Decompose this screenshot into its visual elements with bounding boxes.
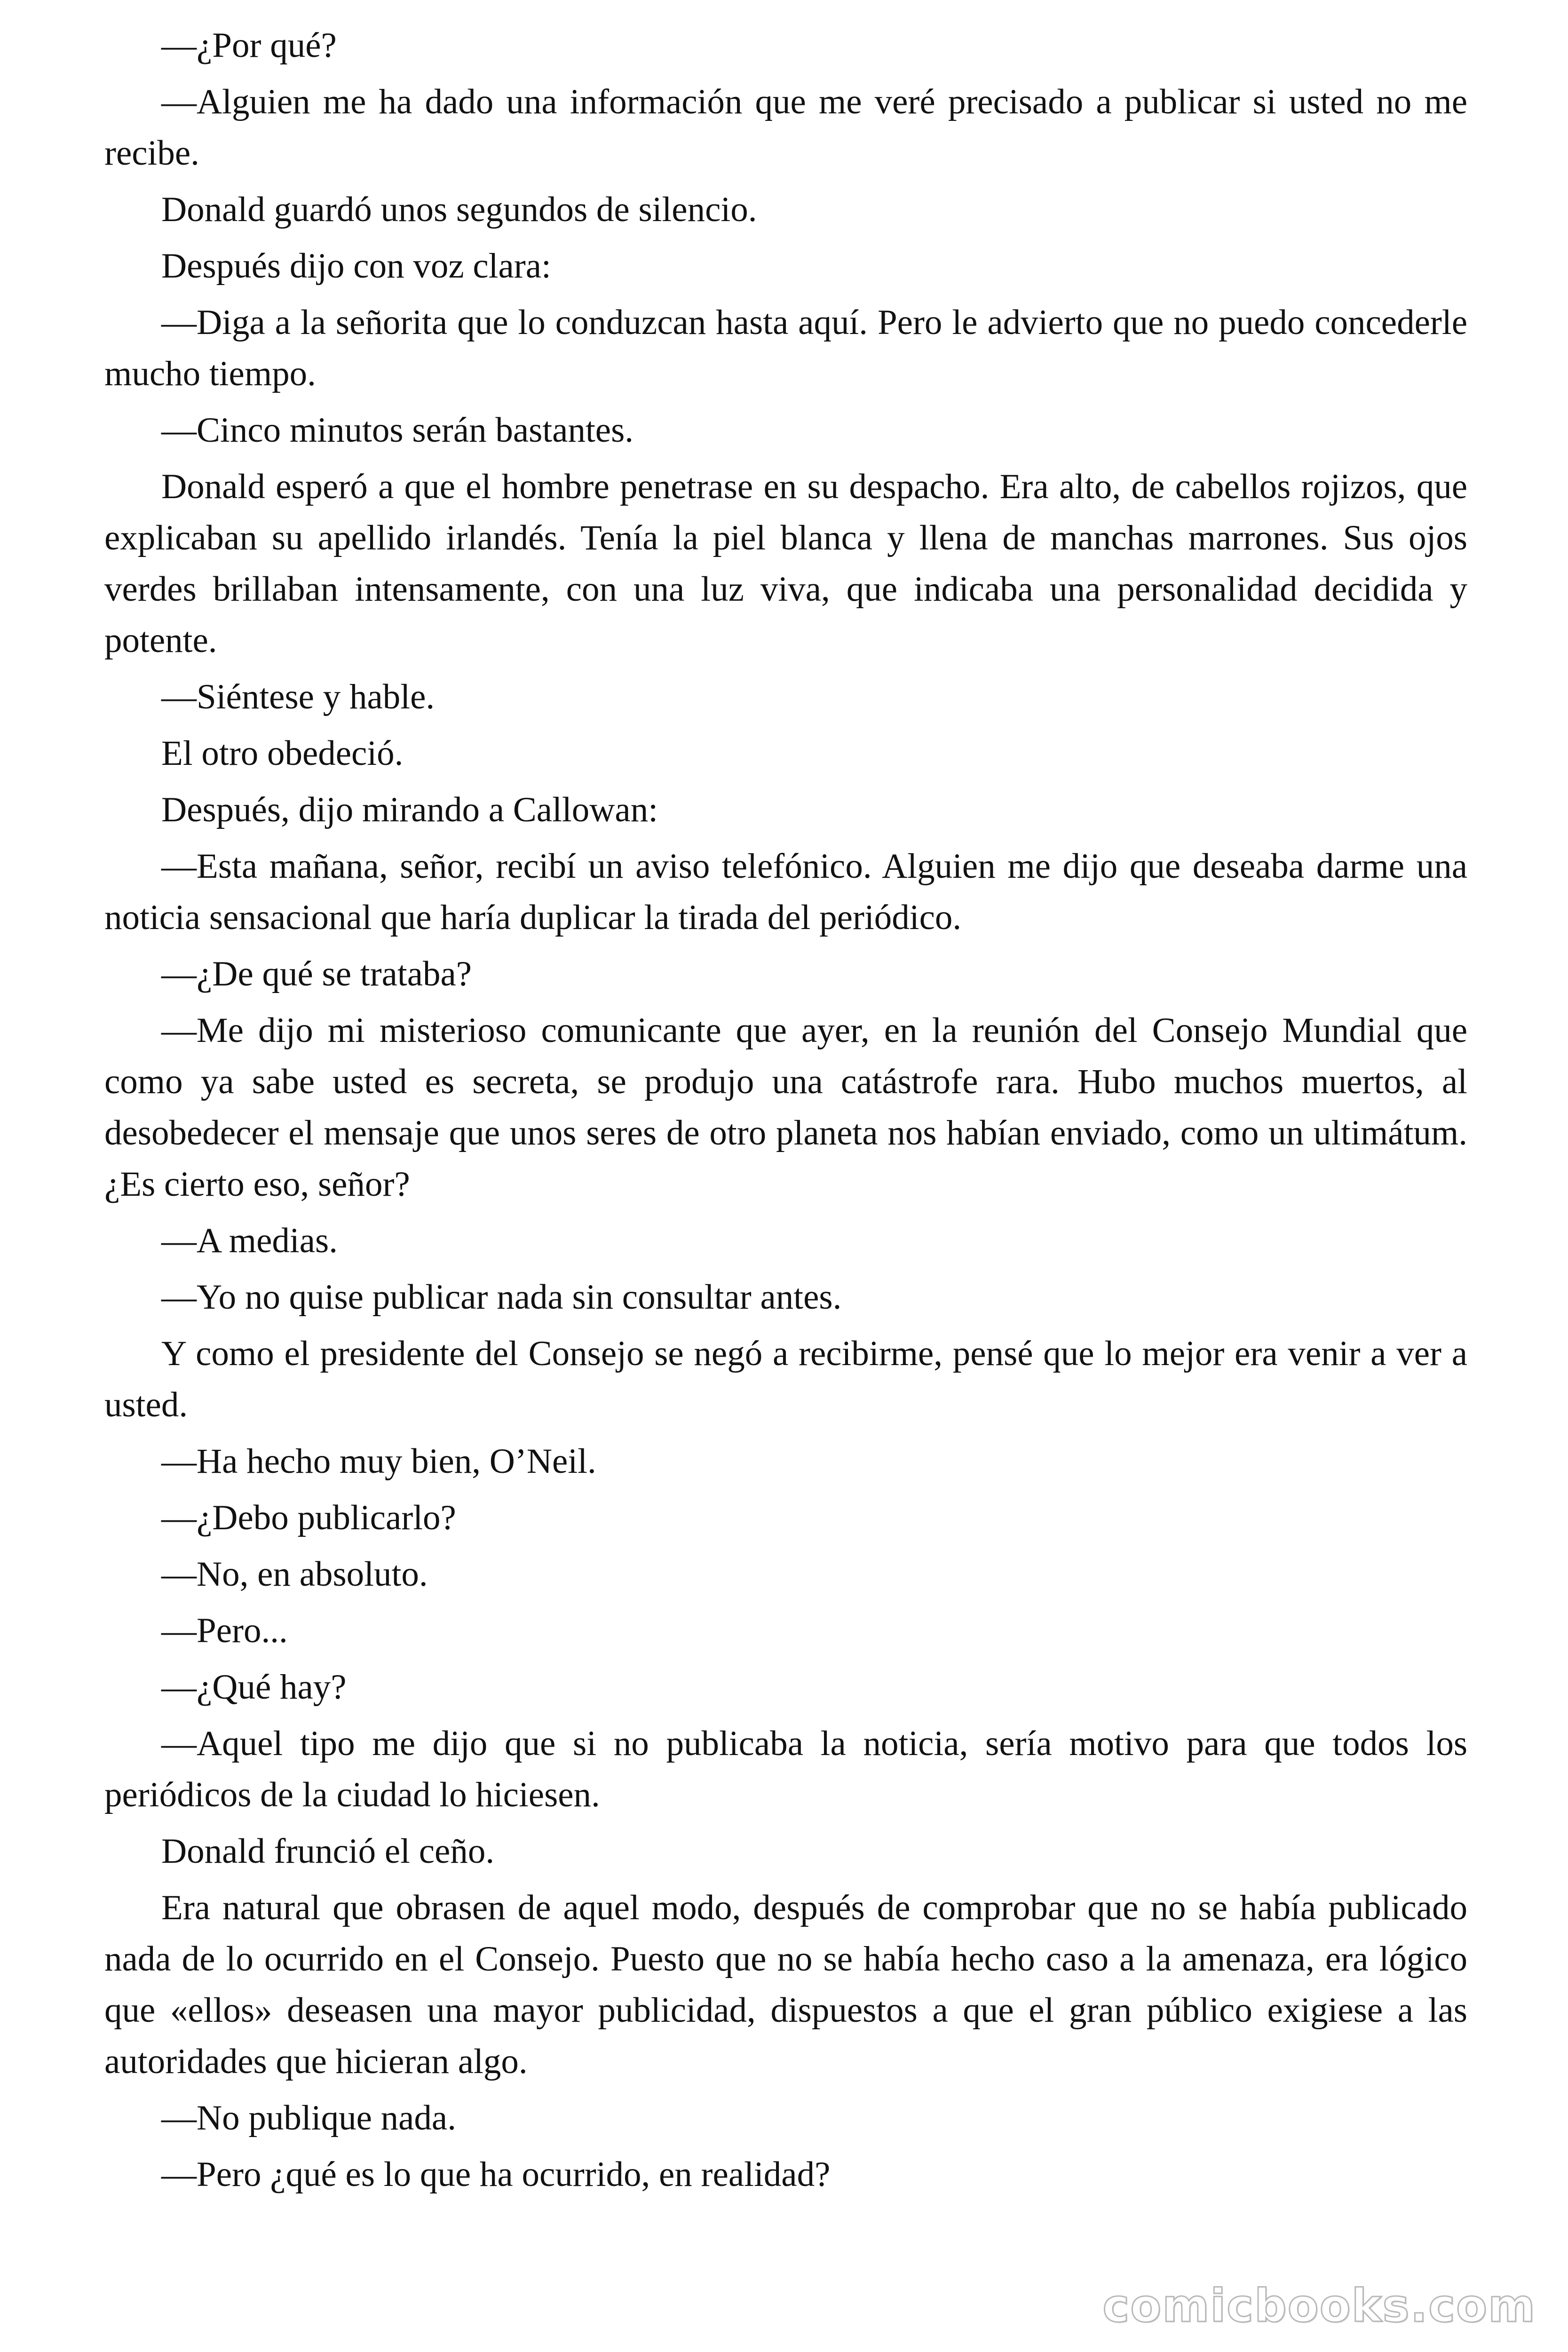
paragraph: Después, dijo mirando a Callowan: bbox=[161, 790, 658, 829]
paragraph: —Cinco minutos serán bastantes. bbox=[161, 411, 634, 450]
text-column bbox=[104, 20, 1467, 2205]
paragraph: —Siéntese y hable. bbox=[161, 677, 435, 716]
paragraph: —¿Por qué? bbox=[161, 26, 337, 65]
paragraph: —No, en absoluto. bbox=[161, 1555, 428, 1594]
paragraph: El otro obedeció. bbox=[161, 734, 404, 773]
paragraph: Donald guardó unos segundos de silencio. bbox=[161, 190, 757, 229]
paragraph: —Yo no quise publicar nada sin consultar antes. bbox=[161, 1278, 842, 1317]
paragraph: —Me dijo mi misterioso comunicante que ayer, en la reunión del Consejo Mundial que como ya sabe usted es secreta, se produjo una catástrofe rara. Hubo muchos muertos, al desobedecer el mensaje que unos seres de otro planeta nos habían enviado, como un ultimátum. ¿Es cierto eso, señor? bbox=[104, 1011, 1467, 1204]
paragraph: Donald frunció el ceño. bbox=[161, 1832, 495, 1871]
paragraph: —¿De qué se trataba? bbox=[161, 954, 472, 993]
paragraph: —No publique nada. bbox=[161, 2098, 456, 2137]
paragraph: Y como el presidente del Consejo se negó a recibirme, pensé que lo mejor era venir a ver a usted. bbox=[104, 1334, 1467, 1424]
paragraph: —Aquel tipo me dijo que si no publicaba la noticia, sería motivo para que todos los periódicos de la ciudad lo hiciesen. bbox=[104, 1724, 1467, 1814]
paragraph: Donald esperó a que el hombre penetrase en su despacho. Era alto, de cabellos rojizos, que explicaban su apellido irlandés. Tenía la piel blanca y llena de manchas marrones. Sus ojos verdes brillaban intensamente, con una luz viva, que indicaba una personalidad decidida y potente. bbox=[104, 467, 1467, 660]
watermark: comicbooks.com bbox=[1102, 2280, 1536, 2332]
paragraph: Era natural que obrasen de aquel modo, después de comprobar que no se había publicado nada de lo ocurrido en el Consejo. Puesto que no se había hecho caso a la amenaza, era lógico que «ellos» deseasen una mayor publicidad, dispuestos a que el gran público exigiese a las autoridades que hicieran algo. bbox=[104, 1888, 1467, 2081]
paragraph: —¿Qué hay? bbox=[161, 1668, 347, 1707]
paragraph: Después dijo con voz clara: bbox=[161, 246, 551, 286]
paragraph: —Esta mañana, señor, recibí un aviso telefónico. Alguien me dijo que deseaba darme una noticia sensacional que haría duplicar la tirada del periódico. bbox=[104, 847, 1467, 937]
paragraph: —Pero... bbox=[161, 1611, 288, 1650]
paragraph: —¿Debo publicarlo? bbox=[161, 1498, 456, 1537]
paragraph: —A medias. bbox=[161, 1221, 338, 1260]
paragraph: —Alguien me ha dado una información que me veré precisado a publicar si usted no me recibe. bbox=[104, 82, 1467, 173]
paragraph: —Ha hecho muy bien, O’Neil. bbox=[161, 1442, 596, 1481]
paragraph: —Pero ¿qué es lo que ha ocurrido, en realidad? bbox=[161, 2155, 831, 2194]
paragraph: —Diga a la señorita que lo conduzcan hasta aquí. Pero le advierto que no puedo concederle mucho tiempo. bbox=[104, 303, 1467, 393]
